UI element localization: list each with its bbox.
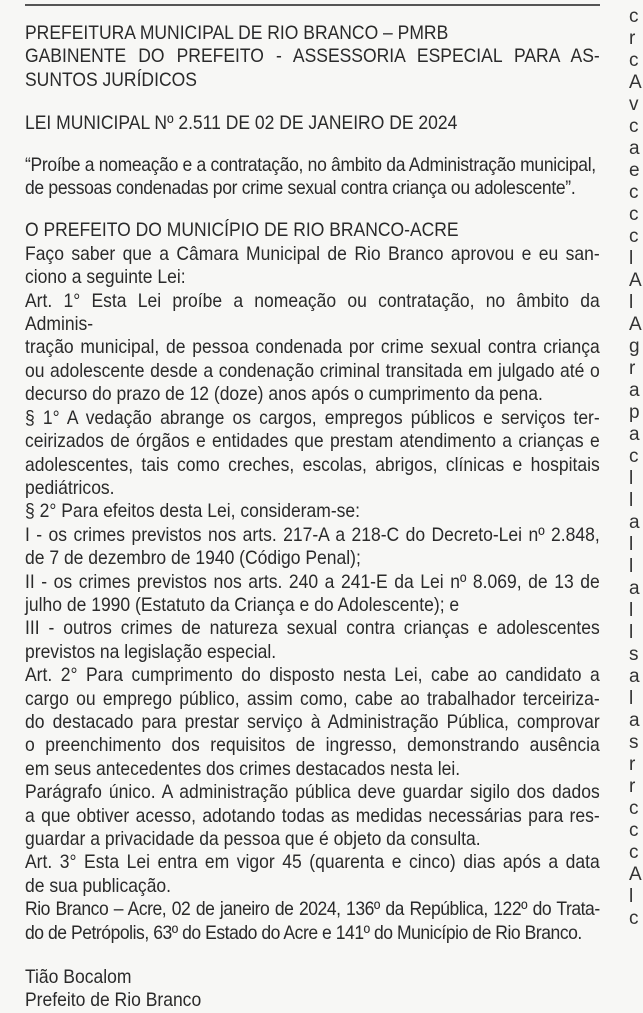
fragment-glyph: c bbox=[629, 50, 639, 71]
fragment-glyph: a bbox=[629, 380, 640, 401]
fragment-glyph: a bbox=[629, 578, 640, 599]
fragment-glyph: c bbox=[629, 116, 639, 137]
fragment-glyph: l bbox=[629, 556, 634, 577]
fragment-glyph: l bbox=[629, 600, 634, 621]
body-line: III - outros crimes de natureza sexual contra crianças e adolescentes bbox=[25, 617, 600, 640]
fragment-glyph: r bbox=[629, 776, 636, 797]
body-line: o preenchimento dos requisitos de ingresso, demonstrando ausência bbox=[25, 734, 600, 757]
fragment-glyph: c bbox=[629, 820, 639, 841]
mayor-heading: O PREFEITO DO MUNICÍPIO DE RIO BRANCO-ACRE bbox=[25, 219, 459, 242]
body-line: ciono a seguinte Lei: bbox=[25, 266, 186, 289]
fragment-glyph: a bbox=[629, 138, 640, 159]
ementa-line-1: “Proíbe a nomeação e a contratação, no âmbito da Administração municipal, bbox=[25, 153, 596, 176]
header-line-3: SUNTOS JURÍDICOS bbox=[25, 68, 197, 91]
fragment-glyph: l bbox=[629, 886, 634, 907]
body-line: de 7 de dezembro de 1940 (Código Penal); bbox=[25, 547, 361, 570]
fragment-glyph: l bbox=[629, 688, 634, 709]
fragment-glyph: r bbox=[629, 754, 636, 775]
body-line: pediátricos. bbox=[25, 476, 115, 499]
fragment-glyph: c bbox=[629, 908, 639, 929]
fragment-glyph: a bbox=[629, 710, 640, 731]
fragment-glyph: A bbox=[629, 270, 642, 291]
body-line: Art. 2° Para cumprimento do disposto nesta Lei, cabe ao candidato a bbox=[25, 664, 600, 687]
body-line: em seus antecedentes dos crimes destacados nesta lei. bbox=[25, 757, 461, 780]
fragment-glyph: l bbox=[629, 248, 634, 269]
body-line: Parágrafo único. A administração pública deve guardar sigilo dos dados bbox=[25, 781, 600, 804]
body-line: a que obtiver acesso, adotando todas as medidas necessárias para res- bbox=[25, 804, 600, 827]
body-line: § 2° Para efeitos desta Lei, consideram-se: bbox=[25, 500, 361, 523]
fragment-glyph: r bbox=[629, 28, 636, 49]
ementa-line-2: de pessoas condenadas por crime sexual contra criança ou adolescente”. bbox=[25, 177, 576, 200]
body-line: cargo ou emprego público, assim como, cabe ao trabalhador terceiriza- bbox=[25, 687, 600, 710]
body-line: do destacado para prestar serviço à Administração Pública, comprovar bbox=[25, 710, 600, 733]
fragment-glyph: c bbox=[629, 6, 639, 27]
body-line: Faço saber que a Câmara Municipal de Rio Branco aprovou e eu san- bbox=[25, 242, 600, 265]
fragment-glyph: s bbox=[629, 644, 639, 665]
fragment-glyph: A bbox=[629, 72, 642, 93]
body-line: Rio Branco – Acre, 02 de janeiro de 2024, 136º da República, 122º do Trata- bbox=[25, 898, 600, 921]
law-title: LEI MUNICIPAL Nº 2.511 DE 02 DE JANEIRO DE 2024 bbox=[25, 112, 458, 135]
body-line: ceirizados de órgãos e entidades que prestam atendimento a crianças e bbox=[25, 430, 600, 453]
body-line: § 1° A vedação abrange os cargos, empregos públicos e serviços ter- bbox=[25, 406, 600, 429]
fragment-glyph: A bbox=[629, 864, 642, 885]
body-line: ou adolescente desde a condenação criminal transitada em julgado até o bbox=[25, 359, 600, 382]
body-line: decurso do prazo de 12 (doze) anos após o cumprimento da pena. bbox=[25, 383, 543, 406]
fragment-glyph: l bbox=[629, 534, 634, 555]
body-line: tração municipal, de pessoa condenada por crime sexual contra criança bbox=[25, 336, 600, 359]
header-line-2: GABINENTE DO PREFEITO - ASSESSORIA ESPECIAL PARA AS- bbox=[25, 45, 600, 68]
fragment-glyph: r bbox=[629, 358, 636, 379]
fragment-glyph: e bbox=[629, 160, 640, 181]
body-line: do de Petrópolis, 63º do Estado do Acre e 141º do Município de Rio Branco. bbox=[25, 921, 582, 944]
body-line: Art. 1° Esta Lei proíbe a nomeação ou contratação, no âmbito da Adminis- bbox=[25, 289, 600, 336]
body-line: guardar a privacidade da pessoa que é objeto da consulta. bbox=[25, 828, 481, 850]
body-line: de sua publicação. bbox=[25, 874, 172, 897]
fragment-glyph: a bbox=[629, 512, 640, 533]
fragment-glyph: l bbox=[629, 490, 634, 511]
body-line: previstos na legislação especial. bbox=[25, 640, 277, 663]
fragment-glyph: v bbox=[629, 94, 639, 115]
fragment-glyph: l bbox=[629, 468, 634, 489]
signatory-role: Prefeito de Rio Branco bbox=[25, 989, 202, 1012]
law-body bbox=[25, 243, 600, 945]
header-line-1: PREFEITURA MUNICIPAL DE RIO BRANCO – PMRB bbox=[25, 22, 449, 44]
fragment-glyph: c bbox=[629, 182, 639, 203]
top-divider-rule bbox=[25, 4, 600, 6]
body-line: adolescentes, tais como creches, escolas, abrigos, clínicas e hospitais bbox=[25, 453, 600, 476]
fragment-glyph: A bbox=[629, 314, 642, 335]
fragment-glyph: a bbox=[629, 666, 640, 687]
fragment-glyph: s bbox=[629, 732, 639, 753]
signatory-name: Tião Bocalom bbox=[25, 966, 132, 989]
law-column bbox=[25, 22, 600, 1013]
adjacent-column-fragment bbox=[629, 0, 643, 958]
fragment-glyph: c bbox=[629, 226, 639, 247]
fragment-glyph: c bbox=[629, 798, 639, 819]
fragment-glyph: a bbox=[629, 424, 640, 445]
fragment-glyph: c bbox=[629, 842, 639, 863]
fragment-glyph: g bbox=[629, 336, 640, 357]
body-line: I - os crimes previstos nos arts. 217-A a 218-C do Decreto-Lei nº 2.848, bbox=[25, 523, 600, 546]
fragment-glyph: p bbox=[629, 402, 640, 423]
body-line: julho de 1990 (Estatuto da Criança e do Adolescente); e bbox=[25, 593, 460, 616]
fragment-glyph: c bbox=[629, 204, 639, 225]
fragment-glyph: l bbox=[629, 622, 634, 643]
fragment-glyph: l bbox=[629, 292, 634, 313]
fragment-glyph: c bbox=[629, 446, 639, 467]
body-line: II - os crimes previstos nos arts. 240 a 241-E da Lei nº 8.069, de 13 de bbox=[25, 570, 600, 593]
body-line: Art. 3° Esta Lei entra em vigor 45 (quarenta e cinco) dias após a data bbox=[25, 851, 600, 874]
